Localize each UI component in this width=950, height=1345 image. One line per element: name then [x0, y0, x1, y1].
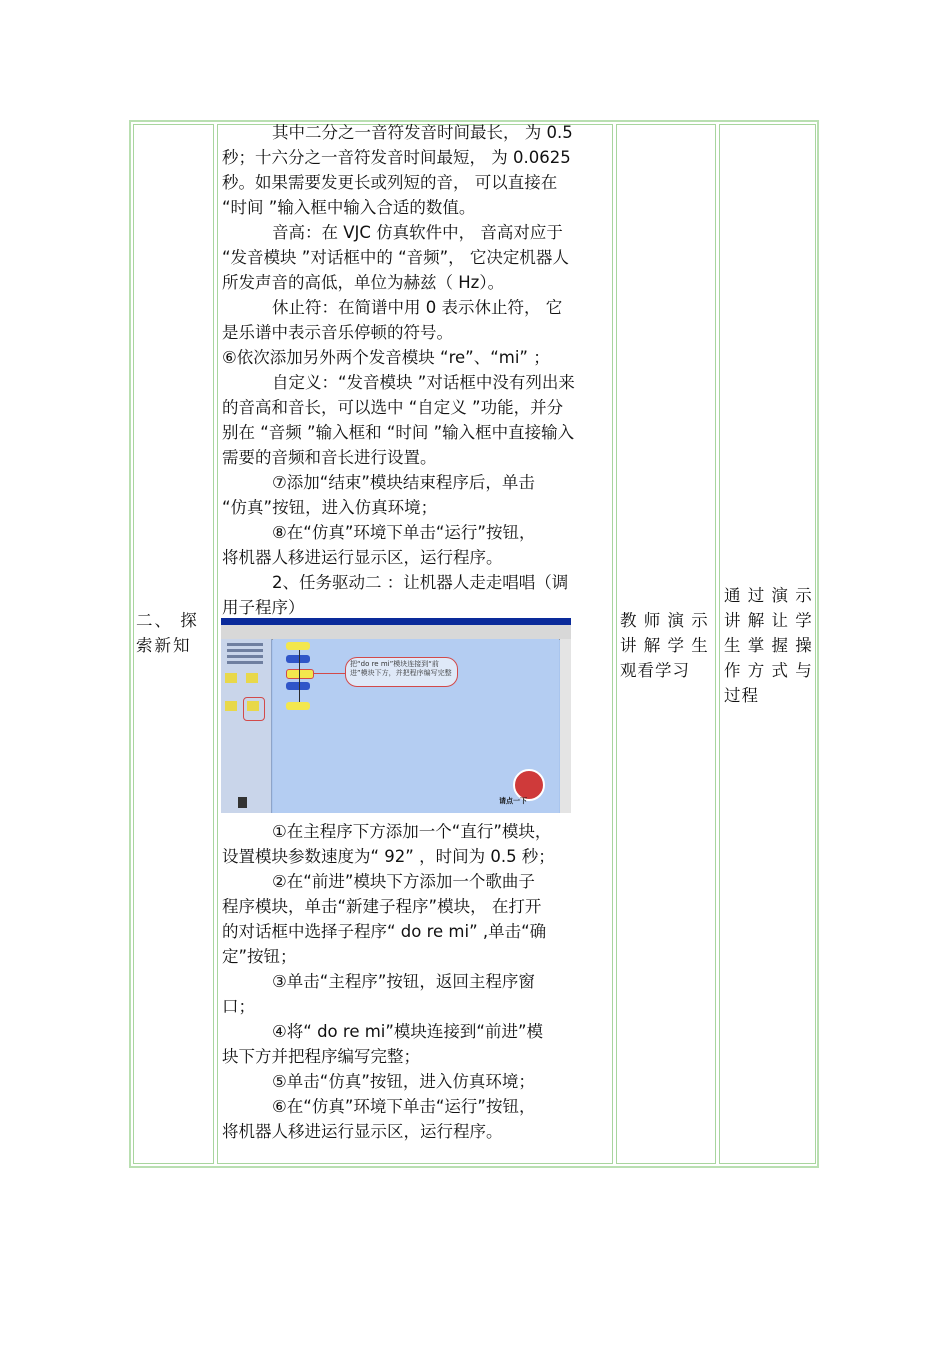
content-line: ③单击“主程序”按钮，返回主程序窗 [272, 972, 535, 991]
content-line: 2、任务驱动二 ：让机器人走走唱唱（调 [272, 573, 569, 592]
window-titlebar [221, 618, 571, 625]
content-line: 定”按钮； [222, 947, 297, 966]
content-line: 秒。如果需要发更长或列短的音， 可以直接在 [222, 173, 558, 192]
teacher-activity: 教 师 演 示 讲 解 学 生 观看学习 [620, 611, 709, 680]
content-line: ⑧在“仿真”环境下单击“运行”按钮， [272, 523, 536, 542]
content-line: 别在 “音频 ”输入框和 “时间 ”输入框中直接输入 [222, 423, 575, 442]
content-line: ⑥依次添加另外两个发音模块 “re”、“mi” ； [222, 348, 550, 367]
content-line: “发音模块 ”对话框中的 “音频”， 它决定机器人 [222, 248, 569, 267]
content-line: 秒；十六分之一音符发音时间最短， 为 0.0625 [222, 148, 571, 167]
content-line: 将机器人移进运行显示区，运行程序。 [222, 548, 503, 567]
content-line: 是乐谱中表示音乐停顿的符号。 [222, 323, 453, 342]
content-line: “时间 ”输入框中输入合适的数值。 [222, 198, 476, 217]
section-title: 二、 探索新知 [136, 611, 199, 655]
content-line: 用子程序） [222, 598, 305, 617]
content-line: 自定义：“发音模块 ”对话框中没有列出来 [272, 373, 575, 392]
content-line: 块下方并把程序编写完整； [222, 1047, 420, 1066]
content-line: “仿真”按钮，进入仿真环境； [222, 498, 438, 517]
content-line: 将机器人移进运行显示区，运行程序。 [222, 1122, 503, 1141]
content-line: ②在“前进”模块下方添加一个歌曲子 [272, 872, 535, 891]
vertical-scrollbar[interactable] [560, 639, 571, 813]
content-line: 的对话框中选择子程序“ do re mi” ,单击“确 [222, 922, 547, 941]
trash-icon [238, 797, 247, 808]
content-line: 音高：在 VJC 仿真软件中， 音高对应于 [272, 223, 563, 242]
content-line: ①在主程序下方添加一个“直行”模块， [272, 822, 552, 841]
content-line: 所发声音的高低，单位为赫兹（ Hz）。 [222, 273, 505, 292]
content-line: ④将“ do re mi”模块连接到“前进”模 [272, 1022, 544, 1041]
content-line: 口； [222, 997, 255, 1016]
content-line: 设置模块参数速度为“ 92” ，时间为 0.5 秒； [222, 847, 555, 866]
content-line: 其中二分之一音符发音时间最长， 为 0.5 [272, 123, 573, 142]
content-line: 的音高和音长，可以选中 “自定义 ”功能，并分 [222, 398, 564, 417]
instruction-callout: 把“do re mi”模块连接到“前进”模块下方，并把程序编写完整 [345, 657, 458, 687]
design-intent: 通 过 演 示 讲 解 让 学 生 掌 握 操 作 方 式 与 过程 [724, 586, 813, 705]
content-line: ⑤单击“仿真”按钮，进入仿真环境； [272, 1072, 535, 1091]
content-line: ⑦添加“结束”模块结束程序后，单击 [272, 473, 535, 492]
content-line: 休止符：在简谱中用 0 表示休止符， 它 [272, 298, 563, 317]
badge-label: 请点一下 [499, 797, 527, 805]
vjc-software-screenshot [221, 618, 571, 813]
content-line: 程序模块，单击“新建子程序”模块， 在打开 [222, 897, 542, 916]
content-line: 需要的音频和音长进行设置。 [222, 448, 437, 467]
content-line: ⑥在“仿真”环境下单击“运行”按钮， [272, 1097, 536, 1116]
module-panel [221, 639, 272, 813]
